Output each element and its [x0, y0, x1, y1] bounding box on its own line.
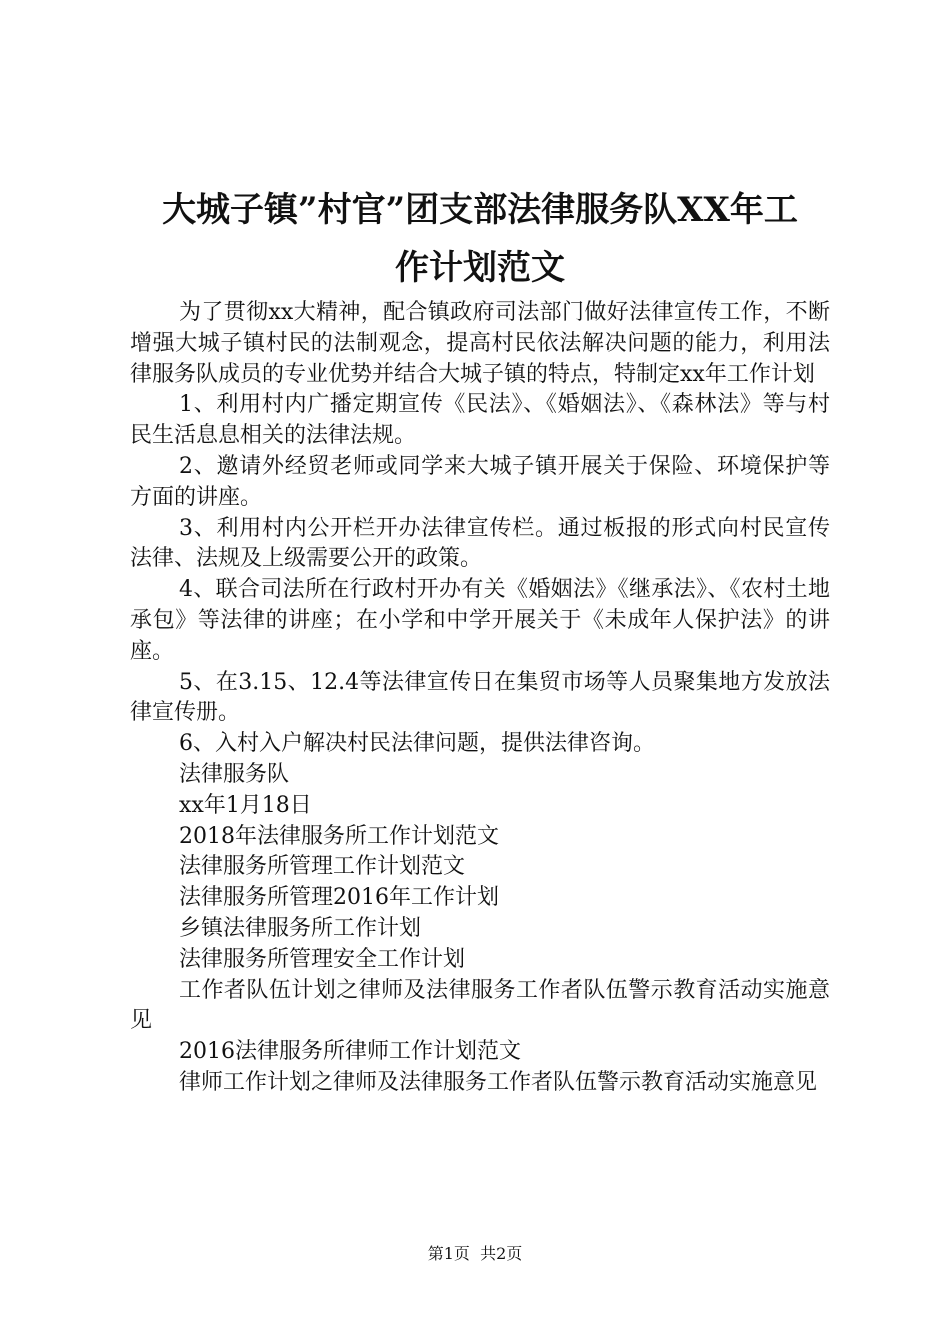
related-item: 工作者队伍计划之律师及法律服务工作者队伍警示教育活动实施意见: [130, 977, 830, 1034]
plan-item-4: 4、联合司法所在行政村开办有关《婚姻法》《继承法》、《农村土地承包》等法律的讲座；在小学和中学开展关于《未成年人保护法》的讲座。: [130, 577, 830, 664]
plan-item-1: 1、利用村内广播定期宣传《民法》、《婚姻法》、《森林法》等与村民生活息息相关的法律法规。: [130, 392, 830, 449]
plan-item-2: 2、邀请外经贸老师或同学来大城子镇开展关于保险、环境保护等方面的讲座。: [130, 453, 830, 510]
document-body: [130, 298, 830, 1099]
related-item: 律师工作计划之律师及法律服务工作者队伍警示教育活动实施意见: [179, 1069, 818, 1095]
related-item: 2018年法律服务所工作计划范文: [179, 823, 499, 849]
related-item: 法律服务所管理安全工作计划: [179, 946, 466, 972]
document-date: xx年1月18日: [179, 792, 312, 818]
document-title-line-1: 大城子镇”村官”团支部法律服务队XX年工: [162, 190, 798, 230]
related-item: 法律服务所管理工作计划范文: [179, 854, 466, 880]
related-item: 2016法律服务所律师工作计划范文: [179, 1039, 521, 1065]
document-title-line-2: 作计划范文: [395, 248, 565, 288]
signature: 法律服务队: [179, 761, 290, 787]
plan-item-6: 6、入村入户解决村民法律问题，提供法律咨询。: [179, 731, 655, 757]
plan-item-3: 3、利用村内公开栏开办法律宣传栏。通过板报的形式向村民宣传法律、法规及上级需要公开的政策。: [130, 515, 830, 572]
plan-item-5: 5、在3.15、12.4等法律宣传日在集贸市场等人员聚集地方发放法律宣传册。: [130, 669, 830, 726]
page-number: 第1页 共2页: [427, 1244, 523, 1263]
related-item: 法律服务所管理2016年工作计划: [179, 885, 499, 911]
page-footer: [0, 1244, 950, 1264]
intro-paragraph: 为了贯彻xx大精神，配合镇政府司法部门做好法律宣传工作，不断增强大城子镇村民的法制观念，提高村民依法解决问题的能力，利用法律服务队成员的专业优势并结合大城子镇的特点，特制定xx年工作计划: [130, 300, 830, 387]
related-item: 乡镇法律服务所工作计划: [179, 915, 422, 941]
